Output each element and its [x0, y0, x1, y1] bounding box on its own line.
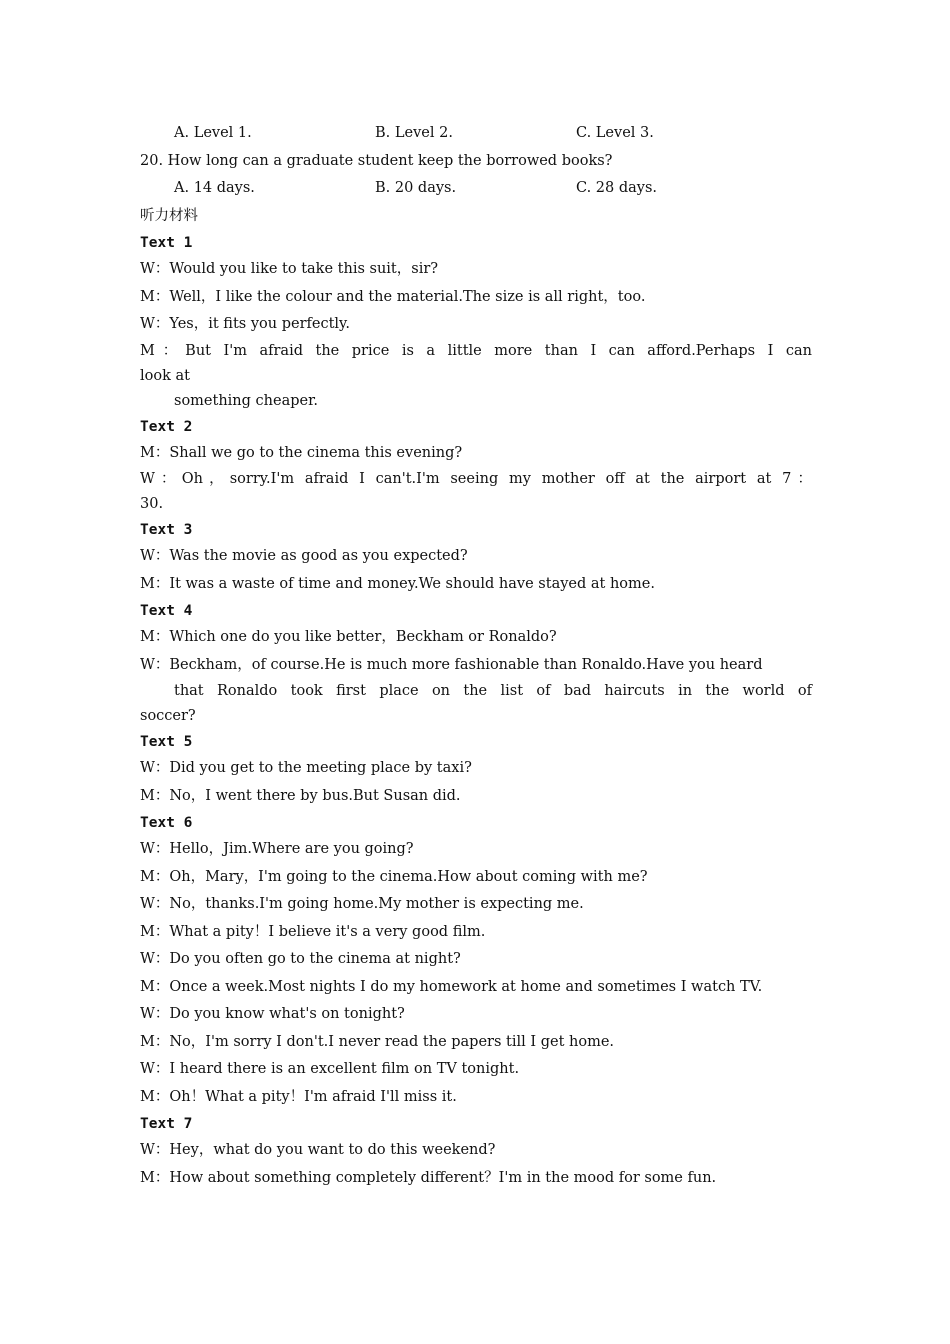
option-a: A. 14 days. [174, 180, 255, 196]
option-b: B. 20 days. [375, 180, 457, 196]
dialogue-line: something cheaper. [174, 392, 319, 409]
dialogue-line: W：Beckham，of course.He is much more fashionable than Ronaldo.Have you heard [140, 656, 763, 673]
option-c: C. Level 3. [576, 125, 654, 141]
dialogue-line: M：Well，I like the colour and the material.The size is all right，too. [140, 288, 646, 305]
dialogue-line: W：Do you know what's on tonight? [140, 1006, 405, 1022]
option-a: A. Level 1. [174, 125, 252, 141]
text-heading: Text 7 [140, 1116, 193, 1132]
dialogue-line: M：Once a week.Most nights I do my homework at home and sometimes I watch TV. [140, 978, 763, 995]
question-options [140, 175, 812, 203]
text-heading: Text 5 [140, 734, 193, 750]
dialogue-line: M：No，I'm sorry I don't.I never read the papers till I get home. [140, 1033, 615, 1050]
option-b: B. Level 2. [375, 125, 453, 141]
text-heading: Text 6 [140, 815, 193, 831]
dialogue-line: W：Was the movie as good as you expected? [140, 548, 468, 564]
text-heading: Text 1 [140, 235, 193, 251]
dialogue-line: M：Oh，Mary，I'm going to the cinema.How about coming with me? [140, 868, 648, 885]
option-c: C. 28 days. [576, 180, 658, 196]
dialogue-line: M：Oh！What a pity！I'm afraid I'll miss it. [140, 1088, 457, 1105]
dialogue-line: M：How about something completely different？I'm in the mood for some fun. [140, 1169, 717, 1186]
dialogue-line: M：Which one do you like better，Beckham or Ronaldo? [140, 629, 557, 645]
text-heading: Text 3 [140, 522, 193, 538]
dialogue-line: M：But I'm afraid the price is a little more than I can afford.Perhaps I can [140, 342, 812, 359]
text-heading: Text 2 [140, 418, 193, 435]
dialogue-line: M：No，I went there by bus.But Susan did. [140, 787, 461, 804]
dialogue-line: that Ronaldo took first place on the list of bad haircuts in the world of [174, 683, 812, 699]
dialogue-line: look at [140, 367, 190, 384]
document-page [140, 120, 812, 1192]
dialogue-line: W：Do you often go to the cinema at night? [140, 951, 461, 967]
dialogue-line: W：Oh，sorry.I'm afraid I can't.I'm seeing my mother off at the airport at 7： [140, 471, 812, 487]
question-stem: 20. How long can a graduate student keep the borrowed books? [140, 152, 613, 169]
dialogue-line: M：What a pity！I believe it's a very good film. [140, 923, 486, 940]
text-heading: Text 4 [140, 603, 193, 619]
dialogue-line: W：Yes，it fits you perfectly. [140, 316, 350, 332]
dialogue-line: M：It was a waste of time and money.We should have stayed at home. [140, 575, 655, 592]
dialogue-line: W：Would you like to take this suit，sir? [140, 261, 439, 277]
section-title: 听力材料 [140, 207, 198, 224]
dialogue-line: W：Hey，what do you want to do this weekend? [140, 1142, 496, 1158]
dialogue-line: soccer? [140, 708, 196, 724]
question-options [140, 120, 812, 148]
dialogue-line: M：Shall we go to the cinema this evening? [140, 444, 463, 461]
dialogue-line: W：No，thanks.I'm going home.My mother is expecting me. [140, 896, 584, 912]
dialogue-line: 30. [140, 496, 164, 512]
dialogue-line: W：I heard there is an excellent film on TV tonight. [140, 1061, 520, 1077]
dialogue-line: W：Did you get to the meeting place by taxi? [140, 760, 472, 776]
dialogue-line: W：Hello，Jim.Where are you going? [140, 841, 414, 857]
